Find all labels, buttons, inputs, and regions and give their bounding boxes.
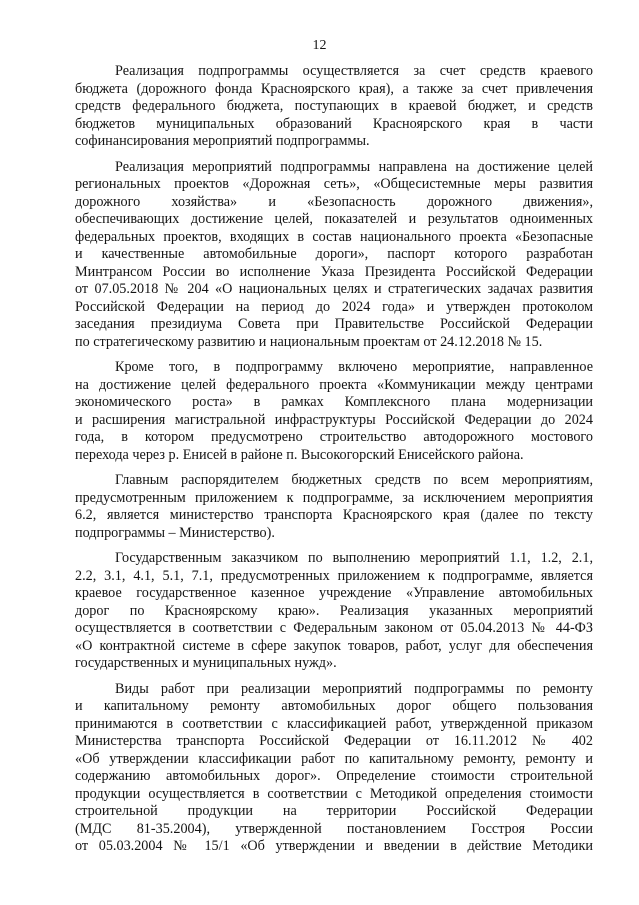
text-line: обеспечивающих достижение целей, показателей и результатов одноименных: [75, 211, 593, 227]
text-line: средств федерального бюджета, поступающих в краевой бюджет, и средств: [75, 98, 593, 114]
text-line: Виды работ при реализации мероприятий подпрограммы по ремонту: [115, 680, 593, 697]
text-line: осуществляется в соответствии с Федеральным законом от 05.04.2013 № 44-ФЗ: [75, 620, 593, 636]
text-line: предусмотренным приложением к подпрограмме, за исключением мероприятия: [75, 489, 593, 506]
text-line: содержанию автомобильных дорог». Определение стоимости строительной: [75, 768, 593, 784]
text-line: региональных проектов «Дорожная сеть», «Общесистемные меры развития: [75, 176, 593, 192]
text-line: и расширения магистральной инфраструктуры Российской Федерации до 2024: [75, 411, 593, 428]
paragraph-3: [75, 359, 593, 464]
text-line: федеральных проектов, входящих в состав национального проекта «Безопасные: [75, 228, 593, 245]
paragraph-4: [75, 472, 593, 542]
paragraph-5: [75, 550, 593, 673]
text-line: принимаются в соответствии с классификацией работ, утвержденной приказом: [75, 715, 593, 732]
text-line: и качественные автомобильные дороги», паспорт которого разработан: [75, 246, 593, 262]
paragraph-1: [75, 63, 593, 151]
text-line: года, в котором предусмотрено строительство автодорожного мостового: [75, 429, 593, 445]
text-line: заседания президиума Совета при Правительстве Российской Федерации: [75, 316, 593, 332]
text-line: бюджета (дорожного фонда Красноярского края), а также за счет привлечения: [75, 80, 593, 97]
text-line: от 05.03.2004 № 15/1 «Об утверждении и введении в действие Методики: [75, 838, 593, 854]
text-line: 2.2, 3.1, 4.1, 5.1, 7.1, предусмотренных приложением к подпрограмме, является: [75, 567, 593, 584]
text-line: и капитальному ремонту автомобильных дорог общего пользования: [75, 698, 593, 714]
text-line: 6.2, является министерство транспорта Красноярского края (далее по тексту: [75, 507, 593, 523]
paragraph-6: [75, 681, 593, 856]
text-line: перехода через р. Енисей в районе п. Высокогорский Енисейского района.: [75, 446, 524, 463]
text-line: на достижение целей федерального проекта «Коммуникации между центрами: [75, 376, 593, 393]
text-line: «О контрактной системе в сфере закупок товаров, работ, услуг для обеспечения: [75, 637, 593, 654]
text-line: Кроме того, в подпрограмму включено мероприятие, направленное: [115, 359, 593, 375]
text-line: продукции осуществляется в соответствии с Методикой определения стоимости: [75, 785, 593, 802]
text-line: бюджетов муниципальных образований Красноярского края в части: [75, 115, 593, 132]
text-line: краевое государственное казенное учреждение «Управление автомобильных: [75, 585, 593, 601]
text-line: дорог по Красноярскому краю». Реализация указанных мероприятий: [75, 602, 593, 619]
text-line: строительной продукции на территории Российской Федерации: [75, 803, 593, 819]
text-line: Главным распорядителем бюджетных средств по всем мероприятиям,: [115, 472, 593, 488]
text-line: «Об утверждении классификации работ по капитальному ремонту, ремонту и: [75, 750, 593, 767]
text-line: государственных и муниципальных нужд».: [75, 655, 337, 671]
paragraph-2: [75, 159, 593, 352]
text-line: Министерства транспорта Российской Федерации от 16.11.2012 № 402: [75, 733, 593, 749]
text-line: экономического роста» в рамках Комплексного плана модернизации: [75, 394, 593, 410]
text-line: подпрограммы – Министерство).: [75, 524, 275, 541]
text-line: от 07.05.2018 № 204 «О национальных целях и стратегических задачах развития: [75, 281, 593, 297]
text-line: Государственным заказчиком по выполнению мероприятий 1.1, 1.2, 2.1,: [115, 550, 593, 566]
text-line: дорожного хозяйства» и «Безопасность дорожного движения»,: [75, 193, 593, 210]
text-line: Реализация мероприятий подпрограммы направлена на достижение целей: [115, 158, 593, 175]
text-line: софинансирования мероприятий подпрограммы.: [75, 133, 370, 149]
text-line: Минтрансом России во исполнение Указа Президента Российской Федерации: [75, 263, 593, 280]
body-text: [75, 63, 593, 856]
text-line: Реализация подпрограммы осуществляется за счет средств краевого: [115, 63, 593, 79]
text-line: (МДС 81-35.2004), утвержденной постановлением Госстроя России: [75, 820, 593, 837]
text-line: по стратегическому развитию и национальным проектам от 24.12.2018 № 15.: [75, 333, 543, 350]
page-number: 12: [312, 38, 327, 53]
text-line: Российской Федерации на период до 2024 года» и утвержден протоколом: [75, 298, 593, 315]
